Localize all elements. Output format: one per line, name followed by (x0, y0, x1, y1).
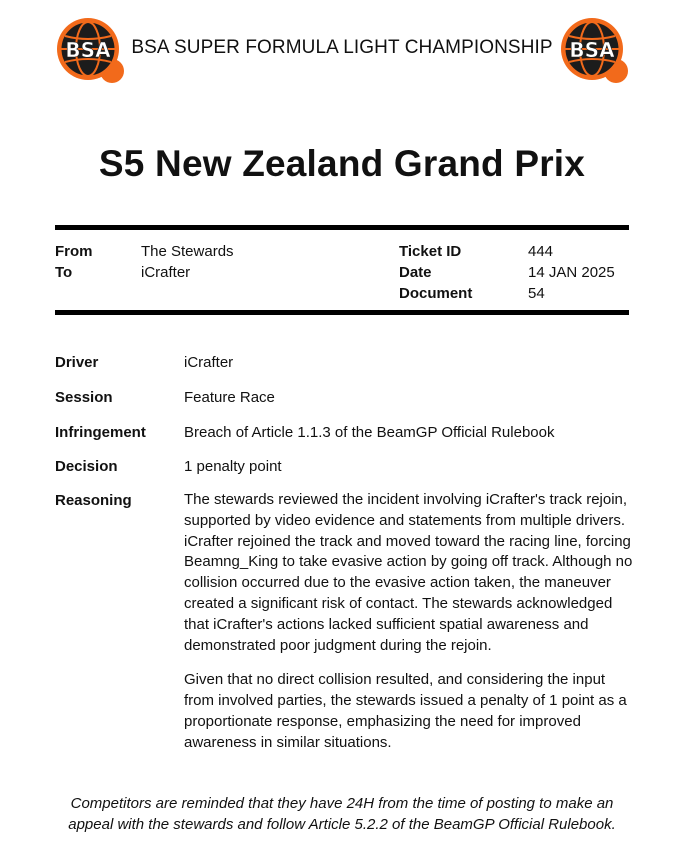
infringement-label: Infringement (55, 424, 146, 441)
championship-name: BSA SUPER FORMULA LIGHT CHAMPIONSHIP (131, 37, 553, 58)
ticket-id-label: Ticket ID (399, 243, 462, 260)
document-label: Document (399, 285, 473, 302)
svg-text:BSA: BSA (569, 38, 615, 62)
reasoning-label: Reasoning (55, 492, 132, 509)
date-label: Date (399, 264, 432, 281)
svg-text:BSA: BSA (65, 38, 111, 62)
appeal-notice: Competitors are reminded that they have 24H from the time of posting to make an appeal with the stewards and follow Article 5.2.2 of the BeamGP Official Rulebook. (68, 795, 616, 833)
from-label: From (55, 243, 93, 260)
to-label: To (55, 264, 73, 281)
bsa-logo-icon (55, 16, 125, 84)
divider-bottom (55, 310, 629, 315)
decision-value: 1 penalty point (184, 458, 282, 475)
driver-value: iCrafter (184, 354, 234, 371)
bsa-logo-left (55, 16, 125, 84)
reasoning-text (184, 490, 634, 768)
ticket-id-value: 444 (528, 243, 554, 260)
divider-top (55, 225, 629, 230)
reasoning-paragraph: The stewards reviewed the incident involving iCrafter's track rejoin, supported by video evidence and statements from multiple drivers. iCrafter rejoined the track and moved toward the racing line, forcing Beamng_King to take evasive action by going off track. Although no collision occurred due to the evasive action taken, the maneuver created a significant risk of contact. The stewards acknowledged that iCrafter's actions lacked sufficient spatial awareness and demonstrated poor judgment during the rejoin. (184, 491, 633, 654)
session-label: Session (55, 389, 113, 406)
decision-label: Decision (55, 458, 118, 475)
driver-label: Driver (55, 354, 99, 371)
date-value: 14 JAN 2025 (528, 264, 615, 281)
reasoning-paragraph: Given that no direct collision resulted, and considering the input from involved parties, the stewards issued a penalty of 1 point as a proportionate response, emphasizing the need for improved awareness in similar situations. (184, 671, 627, 751)
document-header (55, 16, 629, 84)
event-title: S5 New Zealand Grand Prix (98, 143, 586, 184)
session-value: Feature Race (184, 389, 275, 406)
bsa-logo-icon (559, 16, 629, 84)
document-value: 54 (528, 285, 545, 302)
bsa-logo-right (559, 16, 629, 84)
from-value: The Stewards (141, 243, 234, 260)
to-value: iCrafter (141, 264, 191, 281)
infringement-value: Breach of Article 1.1.3 of the BeamGP Official Rulebook (184, 424, 555, 441)
